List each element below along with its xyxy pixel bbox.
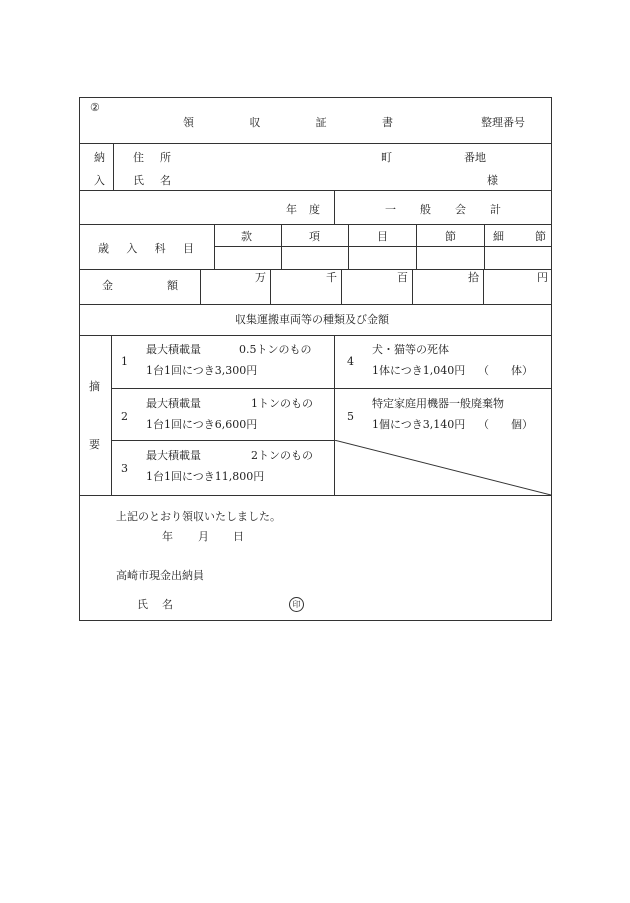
item-count: （ 個） bbox=[478, 418, 533, 431]
item-description: 特定家庭用機器一般廃棄物 bbox=[372, 397, 504, 410]
blank-cell-diagonal bbox=[334, 440, 551, 495]
divider bbox=[200, 269, 201, 304]
item-price: 1体につき1,040円 bbox=[372, 364, 466, 377]
revenue-char: 歳 bbox=[98, 242, 109, 255]
address-label bbox=[133, 151, 171, 164]
form-title bbox=[183, 116, 393, 129]
list-item bbox=[334, 388, 551, 440]
fiscal-year-label bbox=[286, 203, 320, 216]
revenue-char: 目 bbox=[182, 242, 194, 255]
divider bbox=[270, 269, 271, 304]
saisetsu-char: 細 bbox=[493, 230, 504, 243]
item-number: 5 bbox=[347, 410, 354, 423]
divider bbox=[80, 190, 551, 191]
form-number: ② bbox=[90, 101, 100, 114]
item-size: 2トンのもの bbox=[251, 449, 313, 462]
seal-mark-icon: 印 bbox=[289, 597, 304, 612]
cashier-name-label bbox=[137, 598, 173, 611]
item-number: 2 bbox=[121, 410, 128, 423]
item-size: 1トンのもの bbox=[251, 397, 313, 410]
name-char: 氏 bbox=[133, 174, 144, 187]
divider bbox=[483, 269, 484, 304]
title-char: 領 bbox=[183, 116, 194, 129]
name-char: 名 bbox=[160, 174, 171, 187]
item-size: 0.5トンのもの bbox=[239, 343, 312, 356]
item-number: 4 bbox=[347, 355, 354, 368]
summary-label-bottom: 要 bbox=[89, 438, 100, 451]
item-spec: 最大積載量 bbox=[146, 343, 201, 356]
divider bbox=[80, 143, 551, 144]
general-account-label bbox=[385, 203, 501, 216]
unit-man: 万 bbox=[255, 271, 266, 284]
fiscal-char: 度 bbox=[309, 203, 320, 216]
divider bbox=[80, 269, 551, 270]
cashier-name-char: 氏 bbox=[137, 598, 148, 611]
revenue-char: 入 bbox=[126, 242, 138, 255]
address-char: 所 bbox=[160, 151, 171, 164]
unit-sen: 千 bbox=[326, 271, 337, 284]
amount-char: 額 bbox=[167, 279, 178, 292]
payer-label-bottom: 入 bbox=[94, 174, 105, 187]
account-char: 般 bbox=[420, 203, 431, 216]
payer-label-top: 納 bbox=[94, 151, 105, 164]
item-number: 3 bbox=[121, 462, 128, 475]
item-price: 1台1回につき3,300円 bbox=[146, 364, 258, 377]
divider bbox=[341, 269, 342, 304]
item-spec: 最大積載量 bbox=[146, 397, 201, 410]
amount-label bbox=[102, 279, 178, 292]
title-char: 書 bbox=[381, 116, 393, 129]
amount-char: 金 bbox=[102, 279, 113, 292]
budget-column-setsu: 節 bbox=[445, 230, 456, 243]
list-item bbox=[111, 388, 334, 440]
summary-label-top: 摘 bbox=[89, 380, 100, 393]
unit-juu: 拾 bbox=[468, 271, 479, 284]
list-item bbox=[111, 335, 334, 388]
budget-column-moku: 目 bbox=[377, 230, 388, 243]
cashier-name-char: 名 bbox=[162, 598, 173, 611]
saisetsu-char: 節 bbox=[535, 230, 546, 243]
cashier-title: 高崎市現金出納員 bbox=[116, 569, 204, 582]
divider bbox=[214, 246, 551, 247]
honorific-label: 様 bbox=[487, 174, 498, 187]
address-char: 住 bbox=[133, 151, 144, 164]
divider bbox=[113, 143, 114, 190]
date-month-label: 月 bbox=[198, 530, 209, 543]
item-price: 1個につき3,140円 bbox=[372, 418, 466, 431]
payer-name-label bbox=[133, 174, 171, 187]
budget-column-kou: 項 bbox=[309, 230, 320, 243]
title-char: 証 bbox=[315, 116, 327, 129]
receipt-statement: 上記のとおり領収いたしました。 bbox=[116, 510, 281, 523]
unit-hyaku: 百 bbox=[397, 271, 408, 284]
item-description: 犬・猫等の死体 bbox=[372, 343, 449, 356]
section-title: 収集運搬車両等の種類及び金額 bbox=[235, 313, 389, 326]
item-price: 1台1回につき6,600円 bbox=[146, 418, 258, 431]
item-count: （ 体） bbox=[478, 364, 533, 377]
serial-number-label: 整理番号 bbox=[481, 116, 525, 129]
title-char: 収 bbox=[249, 116, 261, 129]
list-item bbox=[111, 440, 334, 495]
divider bbox=[412, 269, 413, 304]
revenue-category-label bbox=[98, 242, 194, 255]
divider bbox=[80, 304, 551, 305]
budget-column-saisetsu bbox=[493, 230, 546, 243]
item-number: 1 bbox=[121, 355, 128, 368]
item-price: 1台1回につき11,800円 bbox=[146, 470, 265, 483]
account-char: 一 bbox=[385, 203, 396, 216]
budget-column-kan: 款 bbox=[241, 230, 252, 243]
fiscal-char: 年 bbox=[286, 203, 297, 216]
list-item bbox=[334, 335, 551, 388]
town-label: 町 bbox=[381, 151, 392, 164]
item-spec: 最大積載量 bbox=[146, 449, 201, 462]
lot-number-label: 番地 bbox=[464, 151, 486, 164]
account-char: 計 bbox=[490, 203, 501, 216]
account-char: 会 bbox=[455, 203, 466, 216]
unit-yen: 円 bbox=[537, 271, 548, 284]
date-day-label: 日 bbox=[233, 530, 244, 543]
divider bbox=[80, 224, 551, 225]
date-year-label: 年 bbox=[162, 530, 173, 543]
divider bbox=[80, 495, 551, 496]
revenue-char: 科 bbox=[154, 242, 166, 255]
receipt-form bbox=[79, 97, 552, 621]
divider bbox=[334, 190, 335, 224]
